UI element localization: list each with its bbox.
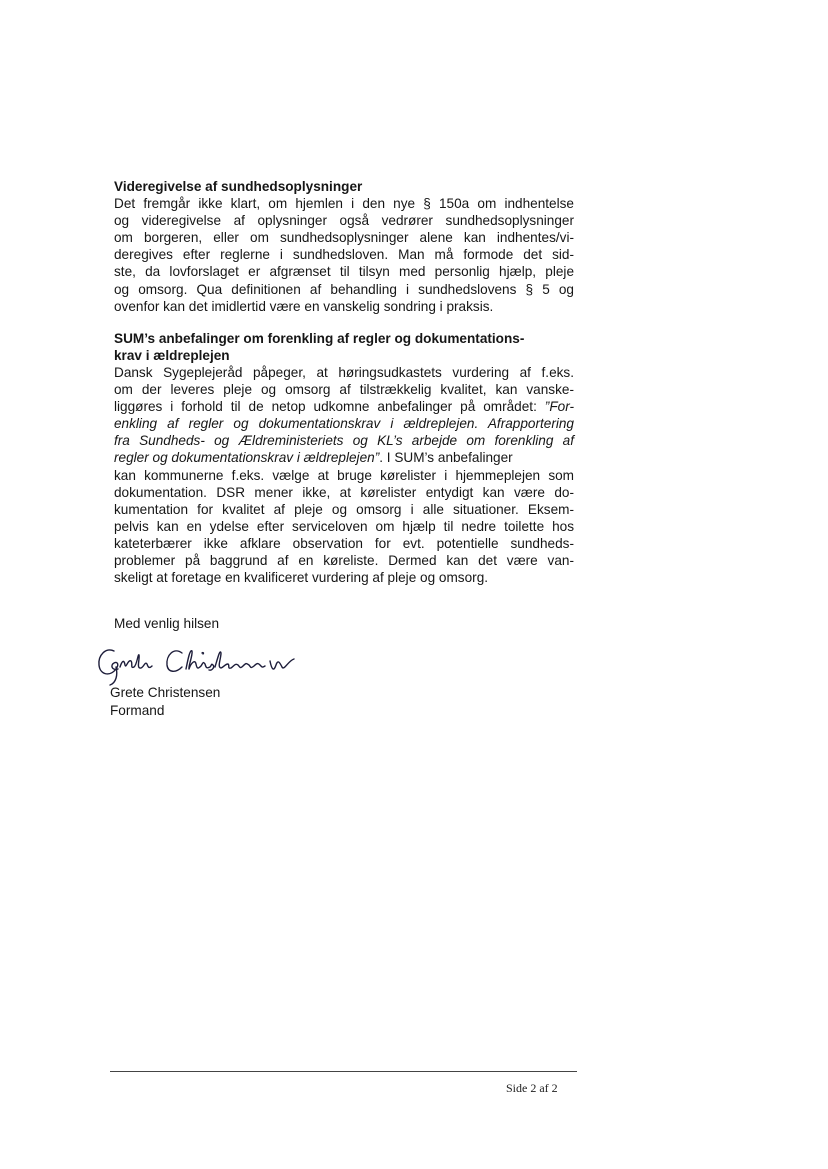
- body-line: og omsorg. Qua definitionen af behandling i sundhedslovens § 5 og: [114, 281, 574, 297]
- body-line: om der leveres pleje og omsorg af tilstrækkelig kvalitet, kan vanske-: [114, 382, 574, 398]
- signer-title: Formand: [110, 702, 165, 718]
- quoted-title-line: fra Sundheds- og Ældreministeriets og KL’s arbejde om forenkling af: [114, 433, 574, 449]
- body-line: og videregivelse af oplysninger også vedrører sundhedsoplysninger: [114, 213, 574, 229]
- signer-name: Grete Christensen: [110, 685, 221, 700]
- section-heading: SUM’s anbefalinger om forenkling af regler og dokumentations-: [114, 330, 525, 346]
- body-line: kumentation for kvalitet af pleje og omsorg i alle situationer. Eksem-: [114, 501, 574, 517]
- letter-body: [114, 178, 574, 601]
- body-line: dokumentation. DSR mener ikke, at kørelister entydigt kan være do-: [114, 484, 574, 500]
- body-line: skeligt at foretage en kvalificeret vurdering af pleje og omsorg.: [114, 570, 489, 586]
- body-line: Det fremgår ikke klart, om hjemlen i den nye § 150a om indhentelse: [114, 196, 574, 212]
- body-line: kan kommunerne f.eks. vælge at bruge kørelister i hjemmeplejen som: [114, 467, 574, 483]
- footer-divider: [110, 1071, 577, 1072]
- section-heading: Videregivelse af sundhedsoplysninger: [114, 179, 363, 194]
- signer-block: [110, 684, 220, 719]
- body-line: kateterbærer ikke afklare observation for evt. potentielle sundheds-: [114, 535, 574, 551]
- body-line: problemer på baggrund af en køreliste. Dermed kan det være van-: [114, 552, 574, 568]
- body-line: Dansk Sygeplejeråd påpeger, at høringsudkastets vurdering af f.eks.: [114, 364, 574, 380]
- section-sundhedsoplysninger: [114, 178, 574, 315]
- body-line: om borgeren, eller om sundhedsoplysninger alene kan indhentes/vi-: [114, 230, 574, 246]
- body-line: pelvis kan en ydelse efter serviceloven om hjælp til nedre toilette hos: [114, 518, 574, 534]
- quoted-title-line: enkling af regler og dokumentationskrav i ældreplejen. Afrapportering: [114, 416, 574, 432]
- body-line: deregives efter reglerne i sundhedsloven. Man må formode det sid-: [114, 247, 574, 263]
- body-line: [114, 449, 574, 466]
- body-text: liggøres i forhold til de netop udkomne anbefalinger på området:: [114, 399, 545, 415]
- body-line: ovenfor kan det imidlertid være en vanskelig sondring i praksis.: [114, 298, 494, 314]
- body-line: ste, da lovforslaget er afgrænset til tilsyn med personlig hjælp, pleje: [114, 264, 574, 280]
- section-heading: krav i ældreplejen: [114, 347, 230, 363]
- handwritten-signature: [94, 637, 314, 687]
- body-line: [114, 398, 574, 415]
- quoted-title: ”For-: [544, 399, 574, 415]
- closing-greeting: Med venlig hilsen: [114, 616, 220, 631]
- body-text: . I SUM’s anbefalinger: [379, 450, 513, 466]
- page-number: Side 2 af 2: [506, 1081, 558, 1095]
- section-sum-anbefalinger: [114, 330, 574, 586]
- quoted-title: regler og dokumentationskrav i ældreplejen”: [114, 450, 380, 466]
